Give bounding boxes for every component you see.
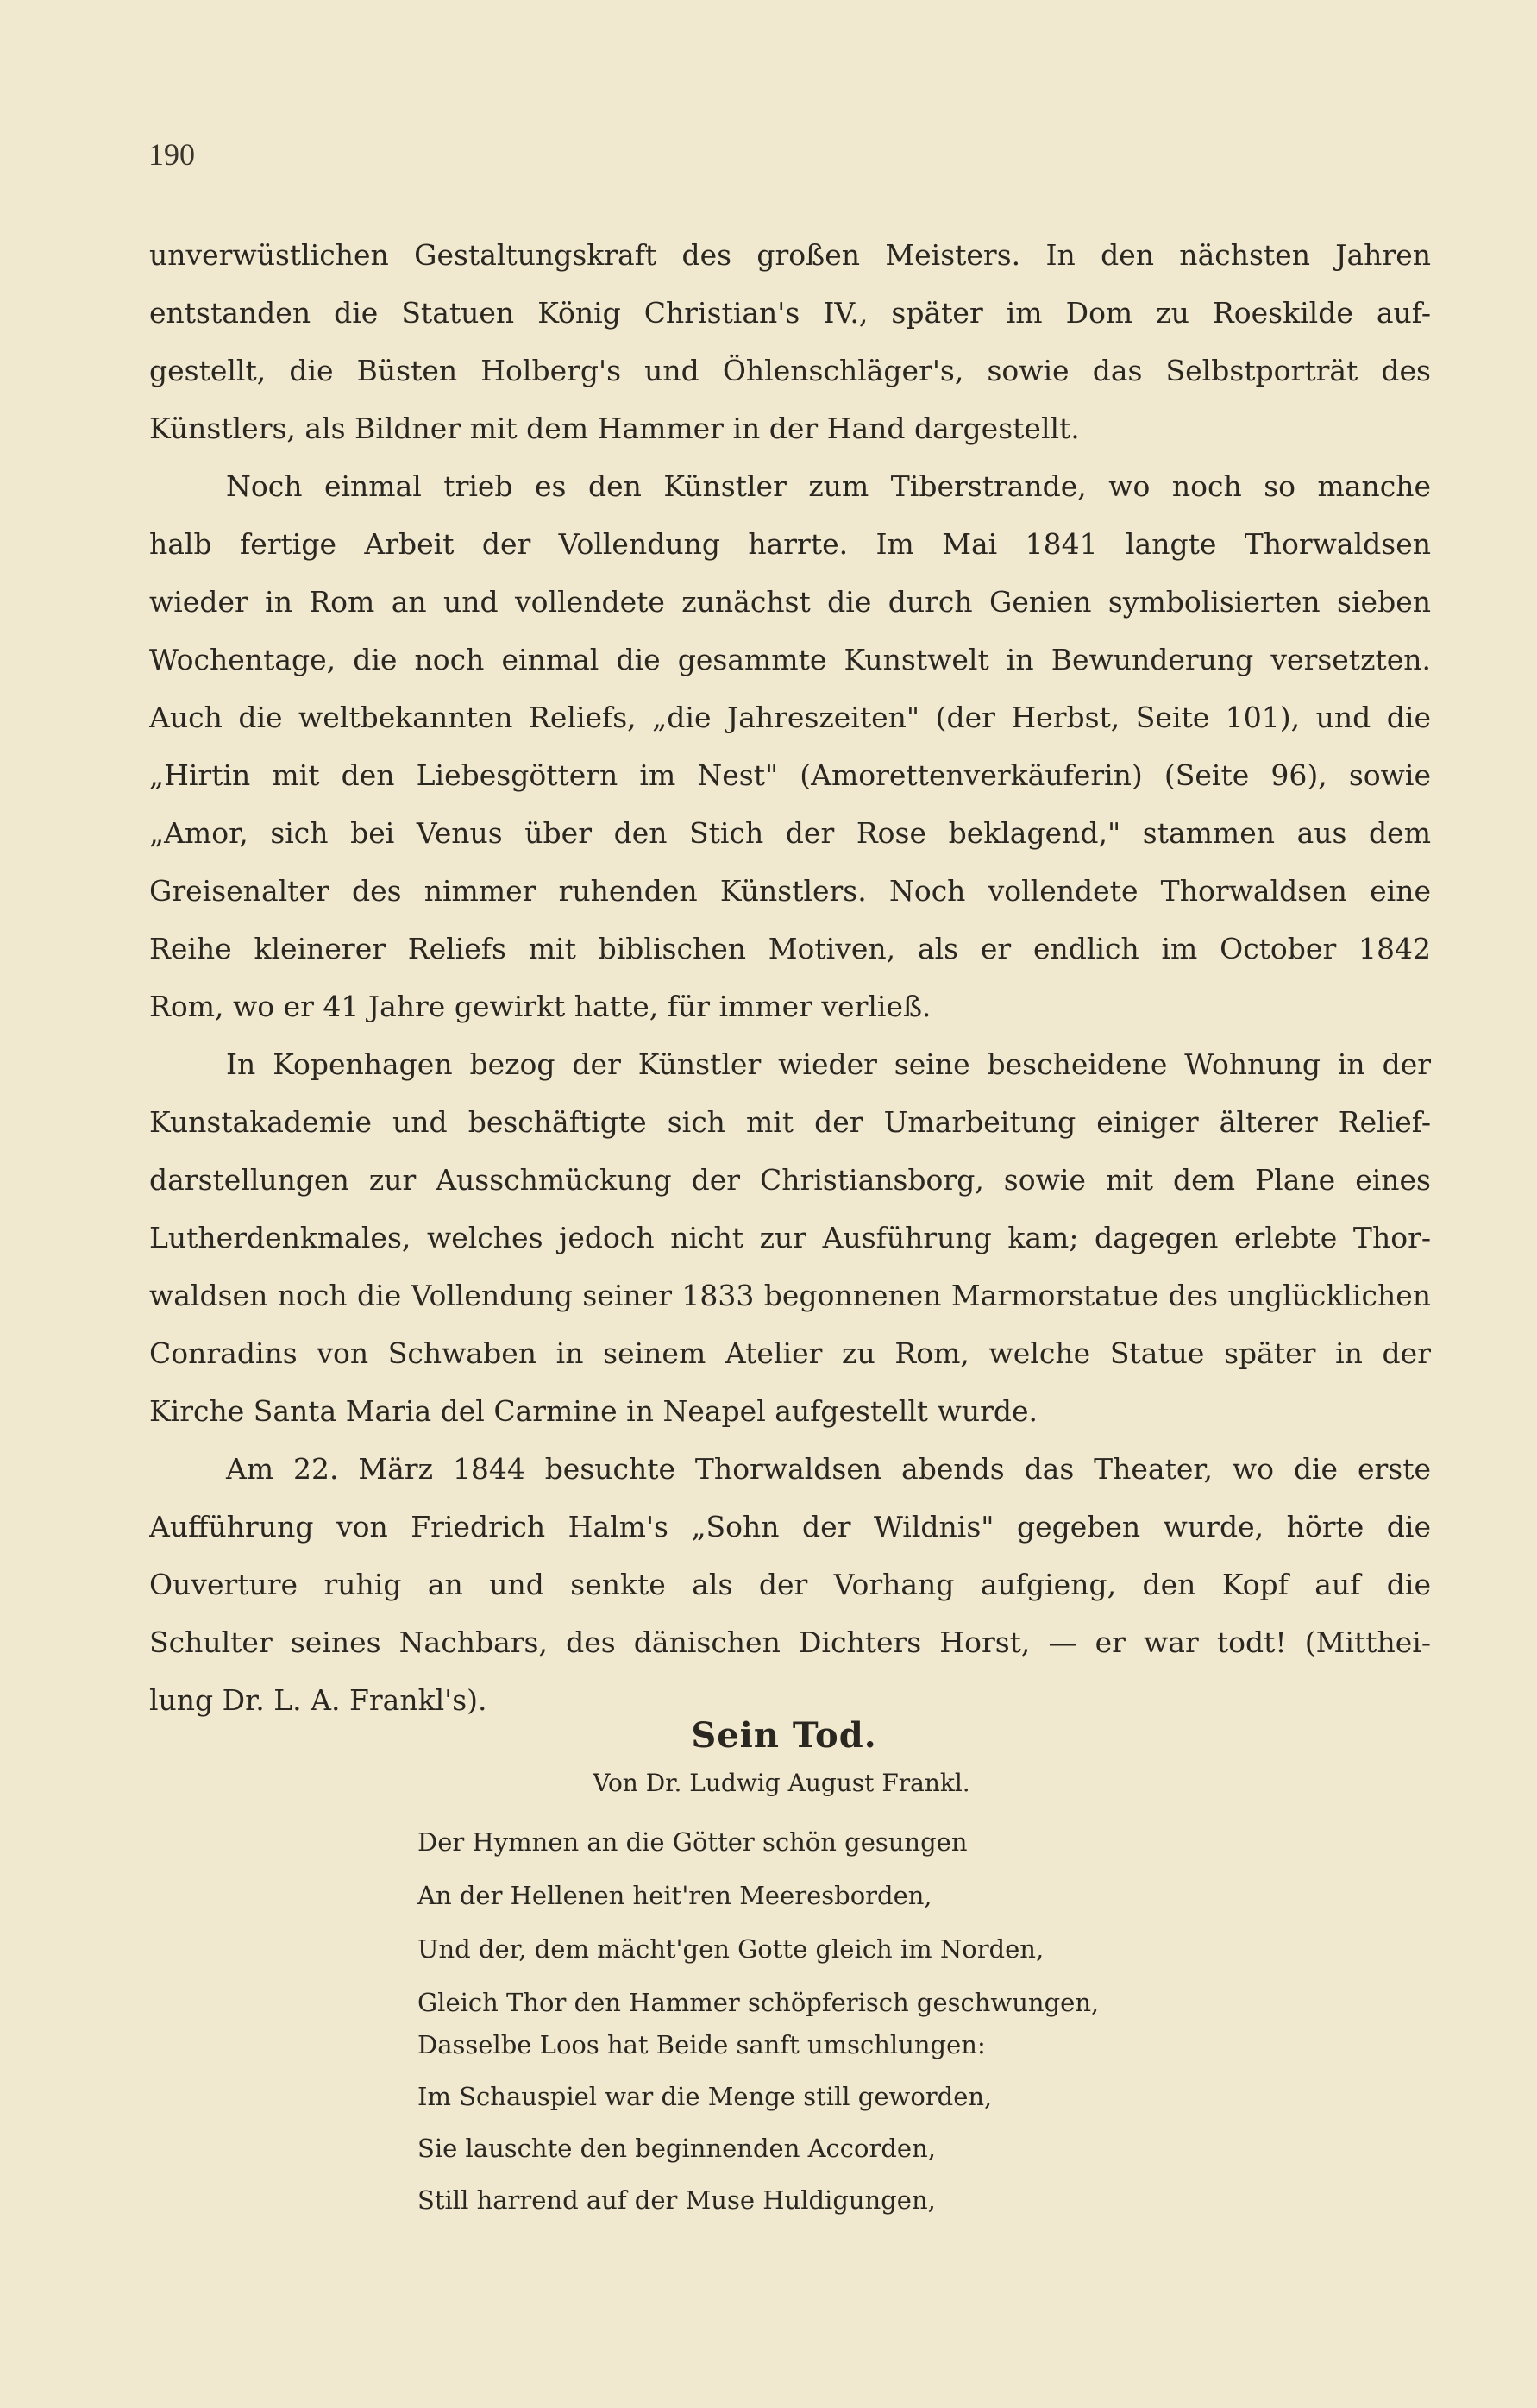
poem-title: Sein Tod. [691,1715,877,1756]
text-line: Am 22. März 1844 besuchte Thorwaldsen abends das Theater, wo die erste [226,1452,1431,1486]
paragraph [149,1440,1431,1729]
text-line: Lutherdenkmales, welches jedoch nicht zur Ausführung kam; dagegen erlebte Thor- [149,1221,1431,1254]
text-line: wieder in Rom an und vollendete zunächst die durch Genien symbolisierten sieben [149,585,1431,619]
poem-line: Im Schauspiel war die Menge still geworden, [417,2082,993,2111]
text-line: darstellungen zur Ausschmückung der Christiansborg, sowie mit dem Plane eines [149,1163,1431,1197]
text-line: Aufführung von Friedrich Halm's „Sohn der Wildnis" gegeben wurde, hörte die [149,1510,1431,1544]
text-line: „Amor, sich bei Venus über den Stich der Rose beklagend," stammen aus dem [149,816,1431,850]
poem-line: Still harrend auf der Muse Huldigungen, [417,2185,936,2215]
poem-line: Sie lauschte den beginnenden Accorden, [417,2134,936,2163]
text-line: halb fertige Arbeit der Vollendung harrte. Im Mai 1841 langte Thorwaldsen [149,527,1431,561]
text-line: Kunstakademie und beschäftigte sich mit der Umarbeitung einiger älterer Relief- [149,1105,1431,1139]
body-text [149,226,1431,1729]
poem-line: An der Hellenen heit'ren Meeresborden, [417,1881,932,1910]
paragraph [149,1035,1431,1440]
text-line: waldsen noch die Vollendung seiner 1833 begonnenen Marmorstatue des unglücklichen [149,1279,1431,1312]
page-number: 190 [148,137,195,172]
text-line: lung Dr. L. A. Frankl's). [149,1683,487,1717]
text-line: Wochentage, die noch einmal die gesammte Kunstwelt in Bewunderung versetzten. [149,643,1431,676]
poem-line: Gleich Thor den Hammer schöpferisch geschwungen, [417,1988,1100,2017]
paragraph [149,457,1431,1035]
poem-line: Dasselbe Loos hat Beide sanft umschlungen: [417,2030,986,2059]
text-line: Schulter seines Nachbars, des dänischen Dichters Horst, — er war todt! (Mitthei- [149,1625,1431,1659]
text-line: Kirche Santa Maria del Carmine in Neapel aufgestellt wurde. [149,1394,1038,1428]
text-line: unverwüstlichen Gestaltungskraft des großen Meisters. In den nächsten Jahren [149,238,1431,272]
text-line: Noch einmal trieb es den Künstler zum Tiberstrande, wo noch so manche [226,469,1431,503]
text-line: gestellt, die Büsten Holberg's und Öhlenschläger's, sowie das Selbstporträt des [149,354,1431,387]
text-line: Ouverture ruhig an und senkte als der Vorhang aufgieng, den Kopf auf die [149,1568,1431,1601]
text-line: In Kopenhagen bezog der Künstler wieder seine bescheidene Wohnung in der [226,1047,1431,1081]
text-line: Auch die weltbekannten Reliefs, „die Jahreszeiten" (der Herbst, Seite 101), und die [149,701,1431,734]
paragraph [149,226,1431,457]
text-line: „Hirtin mit den Liebesgöttern im Nest" (Amorettenverkäuferin) (Seite 96), sowie [149,758,1431,792]
poem-line: Und der, dem mächt'gen Gotte gleich im Norden, [417,1934,1045,1964]
poem-line: Der Hymnen an die Götter schön gesungen [417,1827,968,1857]
text-line: Greisenalter des nimmer ruhenden Künstlers. Noch vollendete Thorwaldsen eine [149,874,1431,908]
text-line: entstanden die Statuen König Christian's IV., später im Dom zu Roeskilde auf- [149,296,1431,330]
text-line: Künstlers, als Bildner mit dem Hammer in der Hand dargestellt. [149,412,1080,445]
poem-stanza [417,2019,992,2226]
poem-stanza [417,1815,1099,2029]
text-line: Conradins von Schwaben in seinem Atelier zu Rom, welche Statue später in der [149,1336,1431,1370]
poem-byline: Von Dr. Ludwig August Frankl. [593,1769,970,1797]
text-line: Reihe kleinerer Reliefs mit biblischen Motiven, als er endlich im October 1842 [149,932,1431,965]
text-line: Rom, wo er 41 Jahre gewirkt hatte, für immer verließ. [149,990,932,1023]
